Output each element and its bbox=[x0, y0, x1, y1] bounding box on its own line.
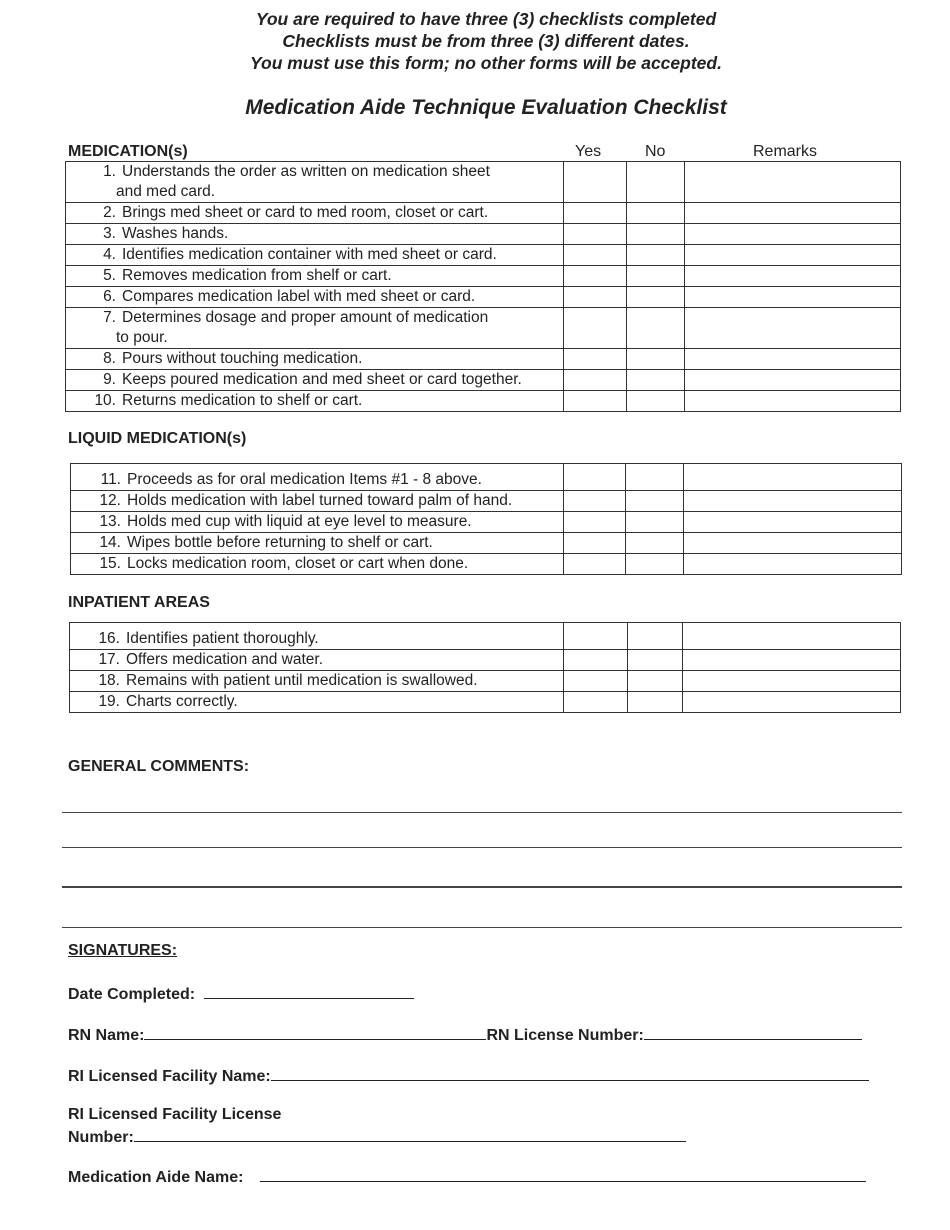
remarks-cell[interactable] bbox=[685, 349, 901, 370]
checklist-row bbox=[71, 512, 902, 533]
checklist-row bbox=[70, 671, 901, 692]
yes-cell[interactable] bbox=[564, 671, 628, 692]
section-heading-inpatient-areas: INPATIENT AREAS bbox=[68, 594, 210, 611]
no-cell[interactable] bbox=[626, 533, 684, 554]
yes-cell[interactable] bbox=[564, 464, 626, 491]
checklist-row bbox=[66, 308, 901, 349]
item-text: Locks medication room, closet or cart when done. bbox=[127, 555, 469, 572]
notice-line-2: Checklists must be from three (3) different dates. bbox=[282, 31, 690, 51]
item-text-continued: to pour. bbox=[116, 329, 168, 346]
yes-cell[interactable] bbox=[564, 245, 627, 266]
column-header-remarks: Remarks bbox=[753, 143, 818, 160]
no-cell[interactable] bbox=[628, 692, 683, 713]
remarks-cell[interactable] bbox=[685, 245, 901, 266]
remarks-cell[interactable] bbox=[684, 464, 902, 491]
facility-license-label-line-1: RI Licensed Facility License bbox=[68, 1106, 282, 1123]
yes-cell[interactable] bbox=[564, 692, 628, 713]
checklist-item-cell bbox=[66, 245, 564, 266]
section-heading-medication: MEDICATION(s) bbox=[68, 143, 188, 160]
facility-license-row bbox=[68, 1127, 686, 1147]
item-text: Washes hands. bbox=[122, 225, 229, 242]
remarks-cell[interactable] bbox=[684, 533, 902, 554]
comment-line-2[interactable] bbox=[62, 847, 902, 848]
remarks-cell[interactable] bbox=[684, 512, 902, 533]
item-text: Pours without touching medication. bbox=[122, 350, 363, 367]
checklist-item-cell bbox=[71, 533, 564, 554]
yes-cell[interactable] bbox=[564, 266, 627, 287]
rn-name-field[interactable] bbox=[144, 1025, 486, 1040]
remarks-cell[interactable] bbox=[685, 162, 901, 203]
remarks-cell[interactable] bbox=[684, 491, 902, 512]
item-number: 4. bbox=[103, 246, 116, 263]
yes-cell[interactable] bbox=[564, 491, 626, 512]
aide-name-field[interactable] bbox=[260, 1167, 866, 1182]
comment-line-4[interactable] bbox=[62, 927, 902, 928]
item-text-continued: and med card. bbox=[116, 183, 216, 200]
remarks-cell[interactable] bbox=[683, 692, 901, 713]
item-text: Remains with patient until medication is swallowed. bbox=[126, 672, 478, 689]
checklist-row bbox=[70, 623, 901, 650]
notice-line-1: You are required to have three (3) checklists completed bbox=[255, 9, 717, 29]
no-cell[interactable] bbox=[627, 245, 685, 266]
remarks-cell[interactable] bbox=[685, 308, 901, 349]
checklist-row bbox=[66, 349, 901, 370]
yes-cell[interactable] bbox=[564, 224, 627, 245]
date-completed-field[interactable] bbox=[204, 984, 414, 999]
remarks-cell[interactable] bbox=[685, 370, 901, 391]
item-number: 6. bbox=[103, 288, 116, 305]
checklist-item-cell bbox=[70, 692, 564, 713]
checklist-item-cell bbox=[66, 308, 564, 349]
liquid-medication-checklist-table bbox=[70, 463, 902, 575]
comment-line-1[interactable] bbox=[62, 812, 902, 813]
item-number: 15. bbox=[99, 555, 121, 572]
checklist-row bbox=[66, 224, 901, 245]
no-cell[interactable] bbox=[626, 464, 684, 491]
yes-cell[interactable] bbox=[564, 308, 627, 349]
checklist-item-cell bbox=[70, 650, 564, 671]
general-comments-label: GENERAL COMMENTS: bbox=[68, 758, 250, 775]
item-number: 18. bbox=[98, 672, 120, 689]
rn-row bbox=[68, 1025, 862, 1045]
checklist-item-cell bbox=[66, 370, 564, 391]
checklist-row bbox=[66, 203, 901, 224]
item-number: 11. bbox=[100, 471, 121, 488]
item-text: Offers medication and water. bbox=[126, 651, 324, 668]
item-text: Holds med cup with liquid at eye level to measure. bbox=[127, 513, 472, 530]
checklist-item-cell bbox=[71, 512, 564, 533]
item-text: Removes medication from shelf or cart. bbox=[122, 267, 392, 284]
checklist-row bbox=[71, 464, 902, 491]
checklist-item-cell bbox=[66, 266, 564, 287]
inpatient-areas-checklist-table bbox=[69, 622, 901, 713]
facility-name-label: RI Licensed Facility Name: bbox=[68, 1068, 271, 1085]
no-cell[interactable] bbox=[627, 391, 685, 412]
item-number: 5. bbox=[103, 267, 116, 284]
no-cell[interactable] bbox=[627, 266, 685, 287]
rn-license-field[interactable] bbox=[644, 1025, 862, 1040]
no-cell[interactable] bbox=[627, 287, 685, 308]
column-header-no: No bbox=[645, 143, 666, 160]
remarks-cell[interactable] bbox=[683, 650, 901, 671]
checklist-item-cell bbox=[70, 671, 564, 692]
rn-name-label: RN Name: bbox=[68, 1027, 145, 1044]
facility-license-field[interactable] bbox=[134, 1127, 686, 1142]
item-number: 9. bbox=[103, 371, 116, 388]
remarks-cell[interactable] bbox=[685, 266, 901, 287]
checklist-item-cell bbox=[66, 349, 564, 370]
medication-checklist-table bbox=[65, 161, 901, 412]
facility-name-field[interactable] bbox=[271, 1066, 869, 1081]
no-cell[interactable] bbox=[628, 671, 683, 692]
remarks-cell[interactable] bbox=[685, 287, 901, 308]
item-text: Holds medication with label turned toward palm of hand. bbox=[127, 492, 513, 509]
item-number: 17. bbox=[98, 651, 120, 668]
checklist-row bbox=[70, 692, 901, 713]
facility-name-row bbox=[68, 1066, 869, 1086]
checklist-item-cell bbox=[66, 287, 564, 308]
aide-name-label: Medication Aide Name: bbox=[68, 1169, 244, 1186]
yes-cell[interactable] bbox=[564, 287, 627, 308]
form-title: Medication Aide Technique Evaluation Checklist bbox=[245, 96, 727, 119]
date-completed-label: Date Completed: bbox=[68, 986, 196, 1003]
item-number: 14. bbox=[99, 534, 121, 551]
no-cell[interactable] bbox=[626, 554, 684, 575]
section-heading-liquid-medication: LIQUID MEDICATION(s) bbox=[68, 430, 247, 447]
item-number: 16. bbox=[98, 630, 120, 647]
remarks-cell[interactable] bbox=[685, 391, 901, 412]
no-cell[interactable] bbox=[627, 349, 685, 370]
aide-name-row bbox=[68, 1167, 866, 1187]
remarks-cell[interactable] bbox=[684, 554, 902, 575]
date-completed-row bbox=[68, 984, 414, 1004]
rn-license-label: RN License Number: bbox=[486, 1027, 644, 1044]
remarks-cell[interactable] bbox=[683, 671, 901, 692]
item-text: Wipes bottle before returning to shelf or cart. bbox=[127, 534, 433, 551]
checklist-row bbox=[66, 266, 901, 287]
checklist-item-cell bbox=[66, 162, 564, 203]
checklist-row bbox=[71, 491, 902, 512]
checklist-item-cell bbox=[66, 203, 564, 224]
facility-license-label-line-2: Number: bbox=[68, 1129, 134, 1146]
item-text: Keeps poured medication and med sheet or card together. bbox=[122, 371, 522, 388]
item-text: Returns medication to shelf or cart. bbox=[122, 392, 363, 409]
item-number: 19. bbox=[98, 693, 120, 710]
no-cell[interactable] bbox=[627, 370, 685, 391]
item-number: 8. bbox=[103, 350, 116, 367]
checklist-row bbox=[66, 391, 901, 412]
checklist-row bbox=[66, 370, 901, 391]
item-number: 7. bbox=[103, 309, 116, 326]
item-text: Brings med sheet or card to med room, closet or cart. bbox=[122, 204, 489, 221]
signatures-heading: SIGNATURES: bbox=[68, 942, 178, 959]
checklist-item-cell bbox=[66, 391, 564, 412]
item-number: 12. bbox=[99, 492, 121, 509]
no-cell[interactable] bbox=[628, 623, 683, 650]
item-text: Charts correctly. bbox=[126, 693, 238, 710]
item-text: Proceeds as for oral medication Items #1 - 8 above. bbox=[127, 471, 482, 488]
remarks-cell[interactable] bbox=[683, 623, 901, 650]
yes-cell[interactable] bbox=[564, 512, 626, 533]
item-number: 1. bbox=[103, 163, 116, 180]
yes-cell[interactable] bbox=[564, 203, 627, 224]
checklist-row bbox=[66, 287, 901, 308]
yes-cell[interactable] bbox=[564, 370, 627, 391]
no-cell[interactable] bbox=[627, 203, 685, 224]
item-number: 2. bbox=[103, 204, 116, 221]
checklist-row bbox=[71, 554, 902, 575]
checklist-row bbox=[71, 533, 902, 554]
yes-cell[interactable] bbox=[564, 391, 627, 412]
checklist-item-cell bbox=[66, 224, 564, 245]
checklist-row bbox=[66, 162, 901, 203]
remarks-cell[interactable] bbox=[685, 203, 901, 224]
yes-cell[interactable] bbox=[564, 162, 627, 203]
item-number: 10. bbox=[94, 392, 116, 409]
yes-cell[interactable] bbox=[564, 650, 628, 671]
checklist-item-cell bbox=[71, 464, 564, 491]
item-number: 13. bbox=[99, 513, 121, 530]
no-cell[interactable] bbox=[627, 308, 685, 349]
yes-cell[interactable] bbox=[564, 349, 627, 370]
no-cell[interactable] bbox=[628, 650, 683, 671]
item-text: Understands the order as written on medication sheet bbox=[122, 163, 490, 180]
item-text: Determines dosage and proper amount of medication bbox=[122, 309, 489, 326]
comment-line-3[interactable] bbox=[62, 886, 902, 888]
checklist-row bbox=[66, 245, 901, 266]
yes-cell[interactable] bbox=[564, 623, 628, 650]
checklist-row bbox=[70, 650, 901, 671]
checklist-item-cell bbox=[70, 623, 564, 650]
requirements-notice bbox=[0, 8, 950, 74]
yes-cell[interactable] bbox=[564, 554, 626, 575]
yes-cell[interactable] bbox=[564, 533, 626, 554]
item-number: 3. bbox=[103, 225, 116, 242]
item-text: Identifies medication container with med sheet or card. bbox=[122, 246, 497, 263]
remarks-cell[interactable] bbox=[685, 224, 901, 245]
no-cell[interactable] bbox=[626, 491, 684, 512]
column-header-yes: Yes bbox=[575, 143, 602, 160]
no-cell[interactable] bbox=[627, 224, 685, 245]
no-cell[interactable] bbox=[627, 162, 685, 203]
item-text: Compares medication label with med sheet or card. bbox=[122, 288, 476, 305]
notice-line-3: You must use this form; no other forms will be accepted. bbox=[250, 53, 722, 73]
checklist-item-cell bbox=[71, 554, 564, 575]
no-cell[interactable] bbox=[626, 512, 684, 533]
item-text: Identifies patient thoroughly. bbox=[126, 630, 319, 647]
checklist-item-cell bbox=[71, 491, 564, 512]
